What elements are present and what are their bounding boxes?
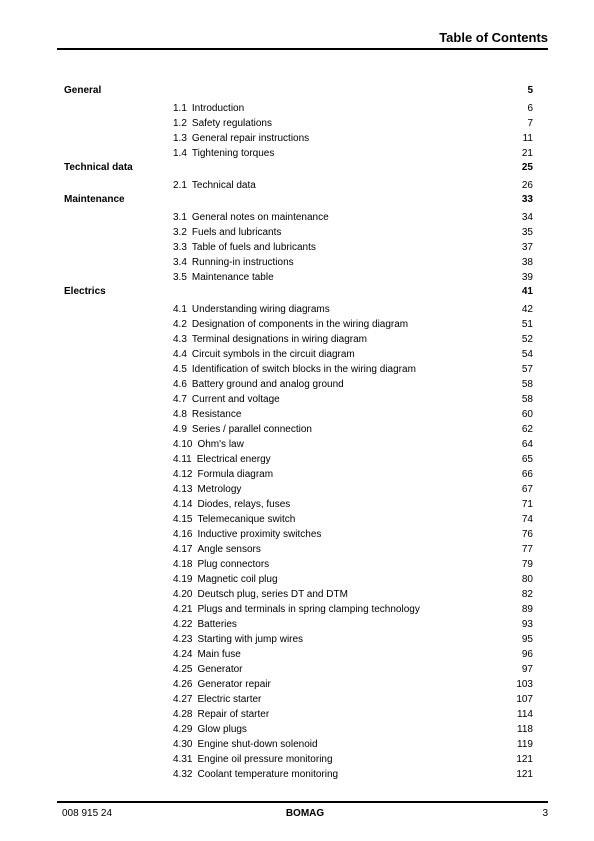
section-page-number: 76 <box>521 529 533 540</box>
section-page-number: 74 <box>521 514 533 525</box>
entry-title-group <box>173 482 241 497</box>
toc-entry[interactable] <box>63 557 533 572</box>
section-page-number: 107 <box>516 694 533 705</box>
section-page-number: 66 <box>521 469 533 480</box>
section-title: Identification of switch blocks in the wiring diagram <box>191 364 416 375</box>
toc-entry[interactable] <box>63 752 533 767</box>
entry-title-group <box>173 437 244 452</box>
section-title: Generator <box>197 664 243 675</box>
section-page-number: 26 <box>521 180 533 191</box>
toc-entry[interactable] <box>63 722 533 737</box>
section-number: 3.2 <box>173 227 187 238</box>
entry-title-group <box>173 677 271 692</box>
section-number: 4.24 <box>173 649 193 660</box>
section-page-number: 118 <box>517 724 533 735</box>
entry-title-group <box>173 407 241 422</box>
entry-title-group <box>173 647 241 662</box>
section-title: Technical data <box>191 180 256 191</box>
section-number: 1.1 <box>173 103 187 114</box>
toc-entry[interactable] <box>63 255 533 270</box>
section-page-number: 79 <box>521 559 533 570</box>
entry-title-group <box>173 270 274 285</box>
section-page-number: 65 <box>521 454 533 465</box>
footer-rule <box>57 801 548 803</box>
section-number: 4.19 <box>173 574 193 585</box>
section-number: 4.10 <box>173 439 193 450</box>
section-number: 4.27 <box>173 694 193 705</box>
section-title: Generator repair <box>197 679 271 690</box>
entry-title-group <box>173 587 348 602</box>
section-number: 4.4 <box>173 349 187 360</box>
section-page-number: 6 <box>527 103 533 114</box>
entry-title-group <box>173 101 244 116</box>
section-title: Diodes, relays, fuses <box>197 499 291 510</box>
section-page-number: 80 <box>521 574 533 585</box>
section-page-number: 95 <box>521 634 533 645</box>
toc-chapter[interactable] <box>63 193 533 210</box>
section-number: 4.32 <box>173 769 193 780</box>
section-number: 4.12 <box>173 469 193 480</box>
section-number: 4.11 <box>173 454 192 465</box>
section-number: 2.1 <box>173 180 187 191</box>
chapter-title: Technical data <box>64 162 133 173</box>
section-page-number: 121 <box>516 769 533 780</box>
entry-title-group <box>173 722 247 737</box>
section-title: Angle sensors <box>197 544 261 555</box>
toc-entry[interactable] <box>63 587 533 602</box>
entry-title-group <box>173 617 237 632</box>
section-title: Coolant temperature monitoring <box>197 769 339 780</box>
section-title: Understanding wiring diagrams <box>191 304 330 315</box>
section-title: Starting with jump wires <box>197 634 304 645</box>
entry-title-group <box>173 752 333 767</box>
entry-title-group <box>173 377 344 392</box>
entry-title-group <box>173 392 280 407</box>
section-number: 4.7 <box>173 394 187 405</box>
section-title: Electric starter <box>197 694 262 705</box>
section-title: Ohm's law <box>197 439 244 450</box>
toc-entry[interactable] <box>63 617 533 632</box>
toc-entry[interactable] <box>63 512 533 527</box>
toc-entry[interactable] <box>63 131 533 146</box>
section-page-number: 82 <box>521 589 533 600</box>
section-title: Batteries <box>197 619 237 630</box>
section-title: Plugs and terminals in spring clamping technology <box>197 604 420 615</box>
entry-title-group <box>173 632 303 647</box>
section-title: Repair of starter <box>197 709 270 720</box>
entry-title-group <box>173 422 312 437</box>
section-number: 4.29 <box>173 724 193 735</box>
section-number: 4.31 <box>173 754 193 765</box>
section-number: 4.21 <box>173 604 193 615</box>
entry-title-group <box>173 557 269 572</box>
entry-title-group <box>173 602 420 617</box>
toc-entry[interactable] <box>63 178 533 193</box>
section-number: 4.18 <box>173 559 193 570</box>
toc-entry[interactable] <box>63 677 533 692</box>
section-number: 4.13 <box>173 484 193 495</box>
section-number: 4.28 <box>173 709 193 720</box>
section-title: Designation of components in the wiring diagram <box>191 319 409 330</box>
toc-entry[interactable] <box>63 377 533 392</box>
entry-title-group <box>173 512 295 527</box>
section-number: 3.1 <box>173 212 187 223</box>
toc-entry[interactable] <box>63 392 533 407</box>
entry-title-group <box>173 692 261 707</box>
section-title: Safety regulations <box>191 118 272 129</box>
section-title: Formula diagram <box>197 469 274 480</box>
toc-entry[interactable] <box>63 452 533 467</box>
section-page-number: 114 <box>517 709 533 720</box>
chapter-title: General <box>64 85 102 96</box>
section-title: Current and voltage <box>191 394 280 405</box>
entry-title-group <box>173 662 243 677</box>
entry-title-group <box>173 362 416 377</box>
toc-entry[interactable] <box>63 302 533 317</box>
toc-entry[interactable] <box>63 332 533 347</box>
toc-entry[interactable] <box>63 482 533 497</box>
section-page-number: 11 <box>522 133 533 144</box>
chapter-page-number: 5 <box>527 85 533 96</box>
section-number: 1.4 <box>173 148 187 159</box>
toc-entry[interactable] <box>63 707 533 722</box>
section-number: 4.6 <box>173 379 187 390</box>
toc-entry[interactable] <box>63 632 533 647</box>
toc-entry[interactable] <box>63 527 533 542</box>
section-page-number: 62 <box>521 424 533 435</box>
entry-title-group <box>173 737 318 752</box>
section-title: Battery ground and analog ground <box>191 379 344 390</box>
section-title: Series / parallel connection <box>191 424 312 435</box>
header-rule <box>57 48 548 50</box>
section-page-number: 52 <box>521 334 533 345</box>
page-title: Table of Contents <box>439 30 548 45</box>
section-title: Resistance <box>191 409 242 420</box>
toc-entry[interactable] <box>63 542 533 557</box>
section-title: Table of fuels and lubricants <box>191 242 316 253</box>
section-title: Main fuse <box>197 649 241 660</box>
section-title: Metrology <box>197 484 242 495</box>
section-page-number: 37 <box>521 242 533 253</box>
section-number: 4.8 <box>173 409 187 420</box>
section-number: 4.17 <box>173 544 193 555</box>
chapter-title: Electrics <box>64 286 106 297</box>
toc-entry[interactable] <box>63 407 533 422</box>
section-title: Glow plugs <box>197 724 247 735</box>
section-number: 3.3 <box>173 242 187 253</box>
section-page-number: 121 <box>516 754 533 765</box>
section-number: 3.4 <box>173 257 187 268</box>
section-page-number: 35 <box>521 227 533 238</box>
toc-entry[interactable] <box>63 101 533 116</box>
section-title: Running-in instructions <box>191 257 294 268</box>
section-page-number: 54 <box>521 349 533 360</box>
toc-entry[interactable] <box>63 467 533 482</box>
chapter-page-number: 41 <box>521 286 533 297</box>
toc-entry[interactable] <box>63 210 533 225</box>
toc-entry[interactable] <box>63 225 533 240</box>
section-title: Inductive proximity switches <box>197 529 322 540</box>
section-page-number: 119 <box>517 739 533 750</box>
section-title: General repair instructions <box>191 133 310 144</box>
section-page-number: 57 <box>521 364 533 375</box>
toc-entry[interactable] <box>63 317 533 332</box>
section-title: Fuels and lubricants <box>191 227 282 238</box>
section-page-number: 77 <box>521 544 533 555</box>
entry-title-group <box>173 178 256 193</box>
entry-title-group <box>173 497 290 512</box>
toc-entry[interactable] <box>63 270 533 285</box>
toc-entry[interactable] <box>63 437 533 452</box>
section-number: 4.5 <box>173 364 187 375</box>
toc-entry[interactable] <box>63 497 533 512</box>
section-title: General notes on maintenance <box>191 212 329 223</box>
section-title: Engine oil pressure monitoring <box>197 754 333 765</box>
table-of-contents <box>63 84 533 782</box>
entry-title-group <box>173 707 269 722</box>
toc-entry[interactable] <box>63 240 533 255</box>
toc-entry[interactable] <box>63 572 533 587</box>
entry-title-group <box>173 542 261 557</box>
section-title: Magnetic coil plug <box>197 574 278 585</box>
chapter-title: Maintenance <box>64 194 125 205</box>
section-number: 4.20 <box>173 589 193 600</box>
section-page-number: 89 <box>521 604 533 615</box>
entry-title-group <box>173 347 355 362</box>
section-page-number: 97 <box>521 664 533 675</box>
section-title: Telemecanique switch <box>197 514 296 525</box>
section-number: 3.5 <box>173 272 187 283</box>
section-page-number: 7 <box>527 118 533 129</box>
toc-entry[interactable] <box>63 647 533 662</box>
entry-title-group <box>173 302 330 317</box>
section-page-number: 96 <box>521 649 533 660</box>
toc-entry[interactable] <box>63 737 533 752</box>
section-title: Deutsch plug, series DT and DTM <box>197 589 348 600</box>
section-number: 4.22 <box>173 619 193 630</box>
section-title: Maintenance table <box>191 272 274 283</box>
section-page-number: 38 <box>521 257 533 268</box>
section-title: Plug connectors <box>197 559 270 570</box>
toc-entry[interactable] <box>63 116 533 131</box>
toc-entry[interactable] <box>63 602 533 617</box>
section-number: 4.15 <box>173 514 193 525</box>
section-page-number: 60 <box>521 409 533 420</box>
entry-title-group <box>173 146 274 161</box>
section-title: Tightening torques <box>191 148 275 159</box>
section-number: 4.26 <box>173 679 193 690</box>
section-number: 1.3 <box>173 133 187 144</box>
section-number: 4.16 <box>173 529 193 540</box>
section-number: 1.2 <box>173 118 187 129</box>
section-number: 4.14 <box>173 499 193 510</box>
entry-title-group <box>173 317 408 332</box>
entry-title-group <box>173 467 273 482</box>
entry-title-group <box>173 116 272 131</box>
toc-entry[interactable] <box>63 347 533 362</box>
section-page-number: 58 <box>521 394 533 405</box>
section-page-number: 34 <box>521 212 533 223</box>
entry-title-group <box>173 767 338 782</box>
section-title: Engine shut-down solenoid <box>197 739 318 750</box>
section-page-number: 42 <box>521 304 533 315</box>
section-page-number: 71 <box>521 499 533 510</box>
section-page-number: 67 <box>521 484 533 495</box>
section-page-number: 21 <box>521 148 533 159</box>
entry-title-group <box>173 131 309 146</box>
section-page-number: 51 <box>521 319 533 330</box>
section-title: Circuit symbols in the circuit diagram <box>191 349 355 360</box>
toc-entry[interactable] <box>63 146 533 161</box>
entry-title-group <box>173 210 329 225</box>
section-title: Terminal designations in wiring diagram <box>191 334 367 345</box>
toc-entry[interactable] <box>63 692 533 707</box>
section-number: 4.23 <box>173 634 193 645</box>
section-title: Introduction <box>191 103 245 114</box>
toc-entry[interactable] <box>63 422 533 437</box>
section-page-number: 103 <box>516 679 533 690</box>
entry-title-group <box>173 527 321 542</box>
entry-title-group <box>173 452 271 467</box>
section-page-number: 58 <box>521 379 533 390</box>
page-footer <box>62 807 548 821</box>
chapter-page-number: 25 <box>521 162 533 173</box>
entry-title-group <box>173 572 278 587</box>
section-title: Electrical energy <box>196 454 271 465</box>
section-page-number: 64 <box>521 439 533 450</box>
toc-entry[interactable] <box>63 767 533 782</box>
section-page-number: 39 <box>521 272 533 283</box>
brand-name: BOMAG <box>285 808 325 819</box>
chapter-page-number: 33 <box>521 194 533 205</box>
section-page-number: 93 <box>521 619 533 630</box>
entry-title-group <box>173 332 367 347</box>
section-number: 4.2 <box>173 319 187 330</box>
toc-chapter[interactable] <box>63 285 533 302</box>
entry-title-group <box>173 225 281 240</box>
section-number: 4.1 <box>173 304 187 315</box>
entry-title-group <box>173 240 316 255</box>
document-number: 008 915 24 <box>62 808 113 819</box>
toc-chapter[interactable] <box>63 161 533 178</box>
toc-entry[interactable] <box>63 362 533 377</box>
section-number: 4.25 <box>173 664 193 675</box>
section-number: 4.9 <box>173 424 187 435</box>
entry-title-group <box>173 255 294 270</box>
section-number: 4.30 <box>173 739 193 750</box>
page-number: 3 <box>542 808 548 819</box>
toc-chapter[interactable] <box>63 84 533 101</box>
section-number: 4.3 <box>173 334 187 345</box>
toc-entry[interactable] <box>63 662 533 677</box>
